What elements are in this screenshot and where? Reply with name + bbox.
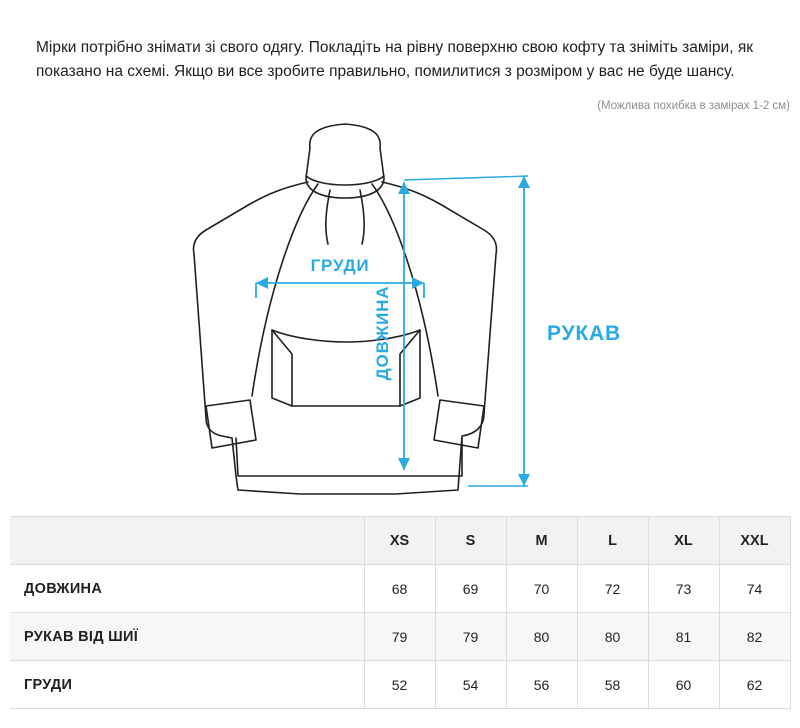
cuff-right xyxy=(434,400,484,448)
cell-length-m: 70 xyxy=(506,565,577,613)
column-header-m: M xyxy=(506,517,577,565)
table-row xyxy=(10,565,790,613)
pocket-fold-right xyxy=(400,330,420,406)
cell-sleeve-m: 80 xyxy=(506,613,577,661)
cell-chest-xs: 52 xyxy=(364,661,435,709)
size-table-body xyxy=(10,565,790,709)
cell-length-xs: 68 xyxy=(364,565,435,613)
table-row xyxy=(10,613,790,661)
hoodie-body-outline xyxy=(194,182,497,494)
sleeve-arrow-bottom xyxy=(518,474,530,486)
cell-sleeve-xxl: 82 xyxy=(719,613,790,661)
cell-length-l: 72 xyxy=(577,565,648,613)
sleeve-arrow-top xyxy=(518,176,530,188)
hood-outline xyxy=(306,124,384,198)
cell-chest-s: 54 xyxy=(435,661,506,709)
column-header-xs: XS xyxy=(364,517,435,565)
hem-line xyxy=(236,438,462,476)
length-arrow-bottom xyxy=(398,458,410,470)
cell-chest-l: 58 xyxy=(577,661,648,709)
chest-arrow-left xyxy=(256,277,268,289)
length-label: ДОВЖИНА xyxy=(373,285,392,381)
table-header-row xyxy=(10,517,790,565)
cuff-left xyxy=(206,400,256,448)
measurement-tolerance-note: (Можлива похибка в замірах 1-2 см) xyxy=(597,100,790,112)
row-label-chest: ГРУДИ xyxy=(10,661,364,709)
table-row xyxy=(10,661,790,709)
row-label-sleeve: РУКАВ ВІД ШИЇ xyxy=(10,613,364,661)
cell-sleeve-xs: 79 xyxy=(364,613,435,661)
cell-sleeve-xl: 81 xyxy=(648,613,719,661)
length-arrow-top xyxy=(398,182,410,194)
size-table-wrapper xyxy=(10,516,790,709)
cell-length-xl: 73 xyxy=(648,565,719,613)
drawstring-right xyxy=(360,190,364,244)
drawstring-left xyxy=(326,190,330,244)
column-header-s: S xyxy=(435,517,506,565)
column-header-l: L xyxy=(577,517,648,565)
cell-chest-xxl: 62 xyxy=(719,661,790,709)
kangaroo-pocket xyxy=(272,330,420,406)
size-table-head xyxy=(10,517,790,565)
sleeve-guide-top xyxy=(404,176,528,180)
cell-chest-xl: 60 xyxy=(648,661,719,709)
column-header-xxl: XXL xyxy=(719,517,790,565)
chest-arrow-right xyxy=(412,277,424,289)
row-label-length: ДОВЖИНА xyxy=(10,565,364,613)
cell-sleeve-s: 79 xyxy=(435,613,506,661)
size-table xyxy=(10,516,791,709)
chest-label: ГРУДИ xyxy=(310,256,370,275)
cell-sleeve-l: 80 xyxy=(577,613,648,661)
column-header-xl: XL xyxy=(648,517,719,565)
cell-length-s: 69 xyxy=(435,565,506,613)
raglan-seam-left xyxy=(252,184,318,396)
pocket-fold-left xyxy=(272,330,292,406)
cell-length-xxl: 74 xyxy=(719,565,790,613)
cell-chest-m: 56 xyxy=(506,661,577,709)
hoodie-measurement-diagram xyxy=(0,118,800,510)
intro-paragraph: Мірки потрібно знімати зі свого одягу. Покладіть на рівну поверхню свою кофту та зніміть заміри, як показано на схемі. Якщо ви все зробите правильно, помилитися з розміром у вас не буде шансу. xyxy=(36,38,753,80)
table-corner-cell xyxy=(10,517,364,565)
sleeve-label: РУКАВ xyxy=(547,322,621,345)
